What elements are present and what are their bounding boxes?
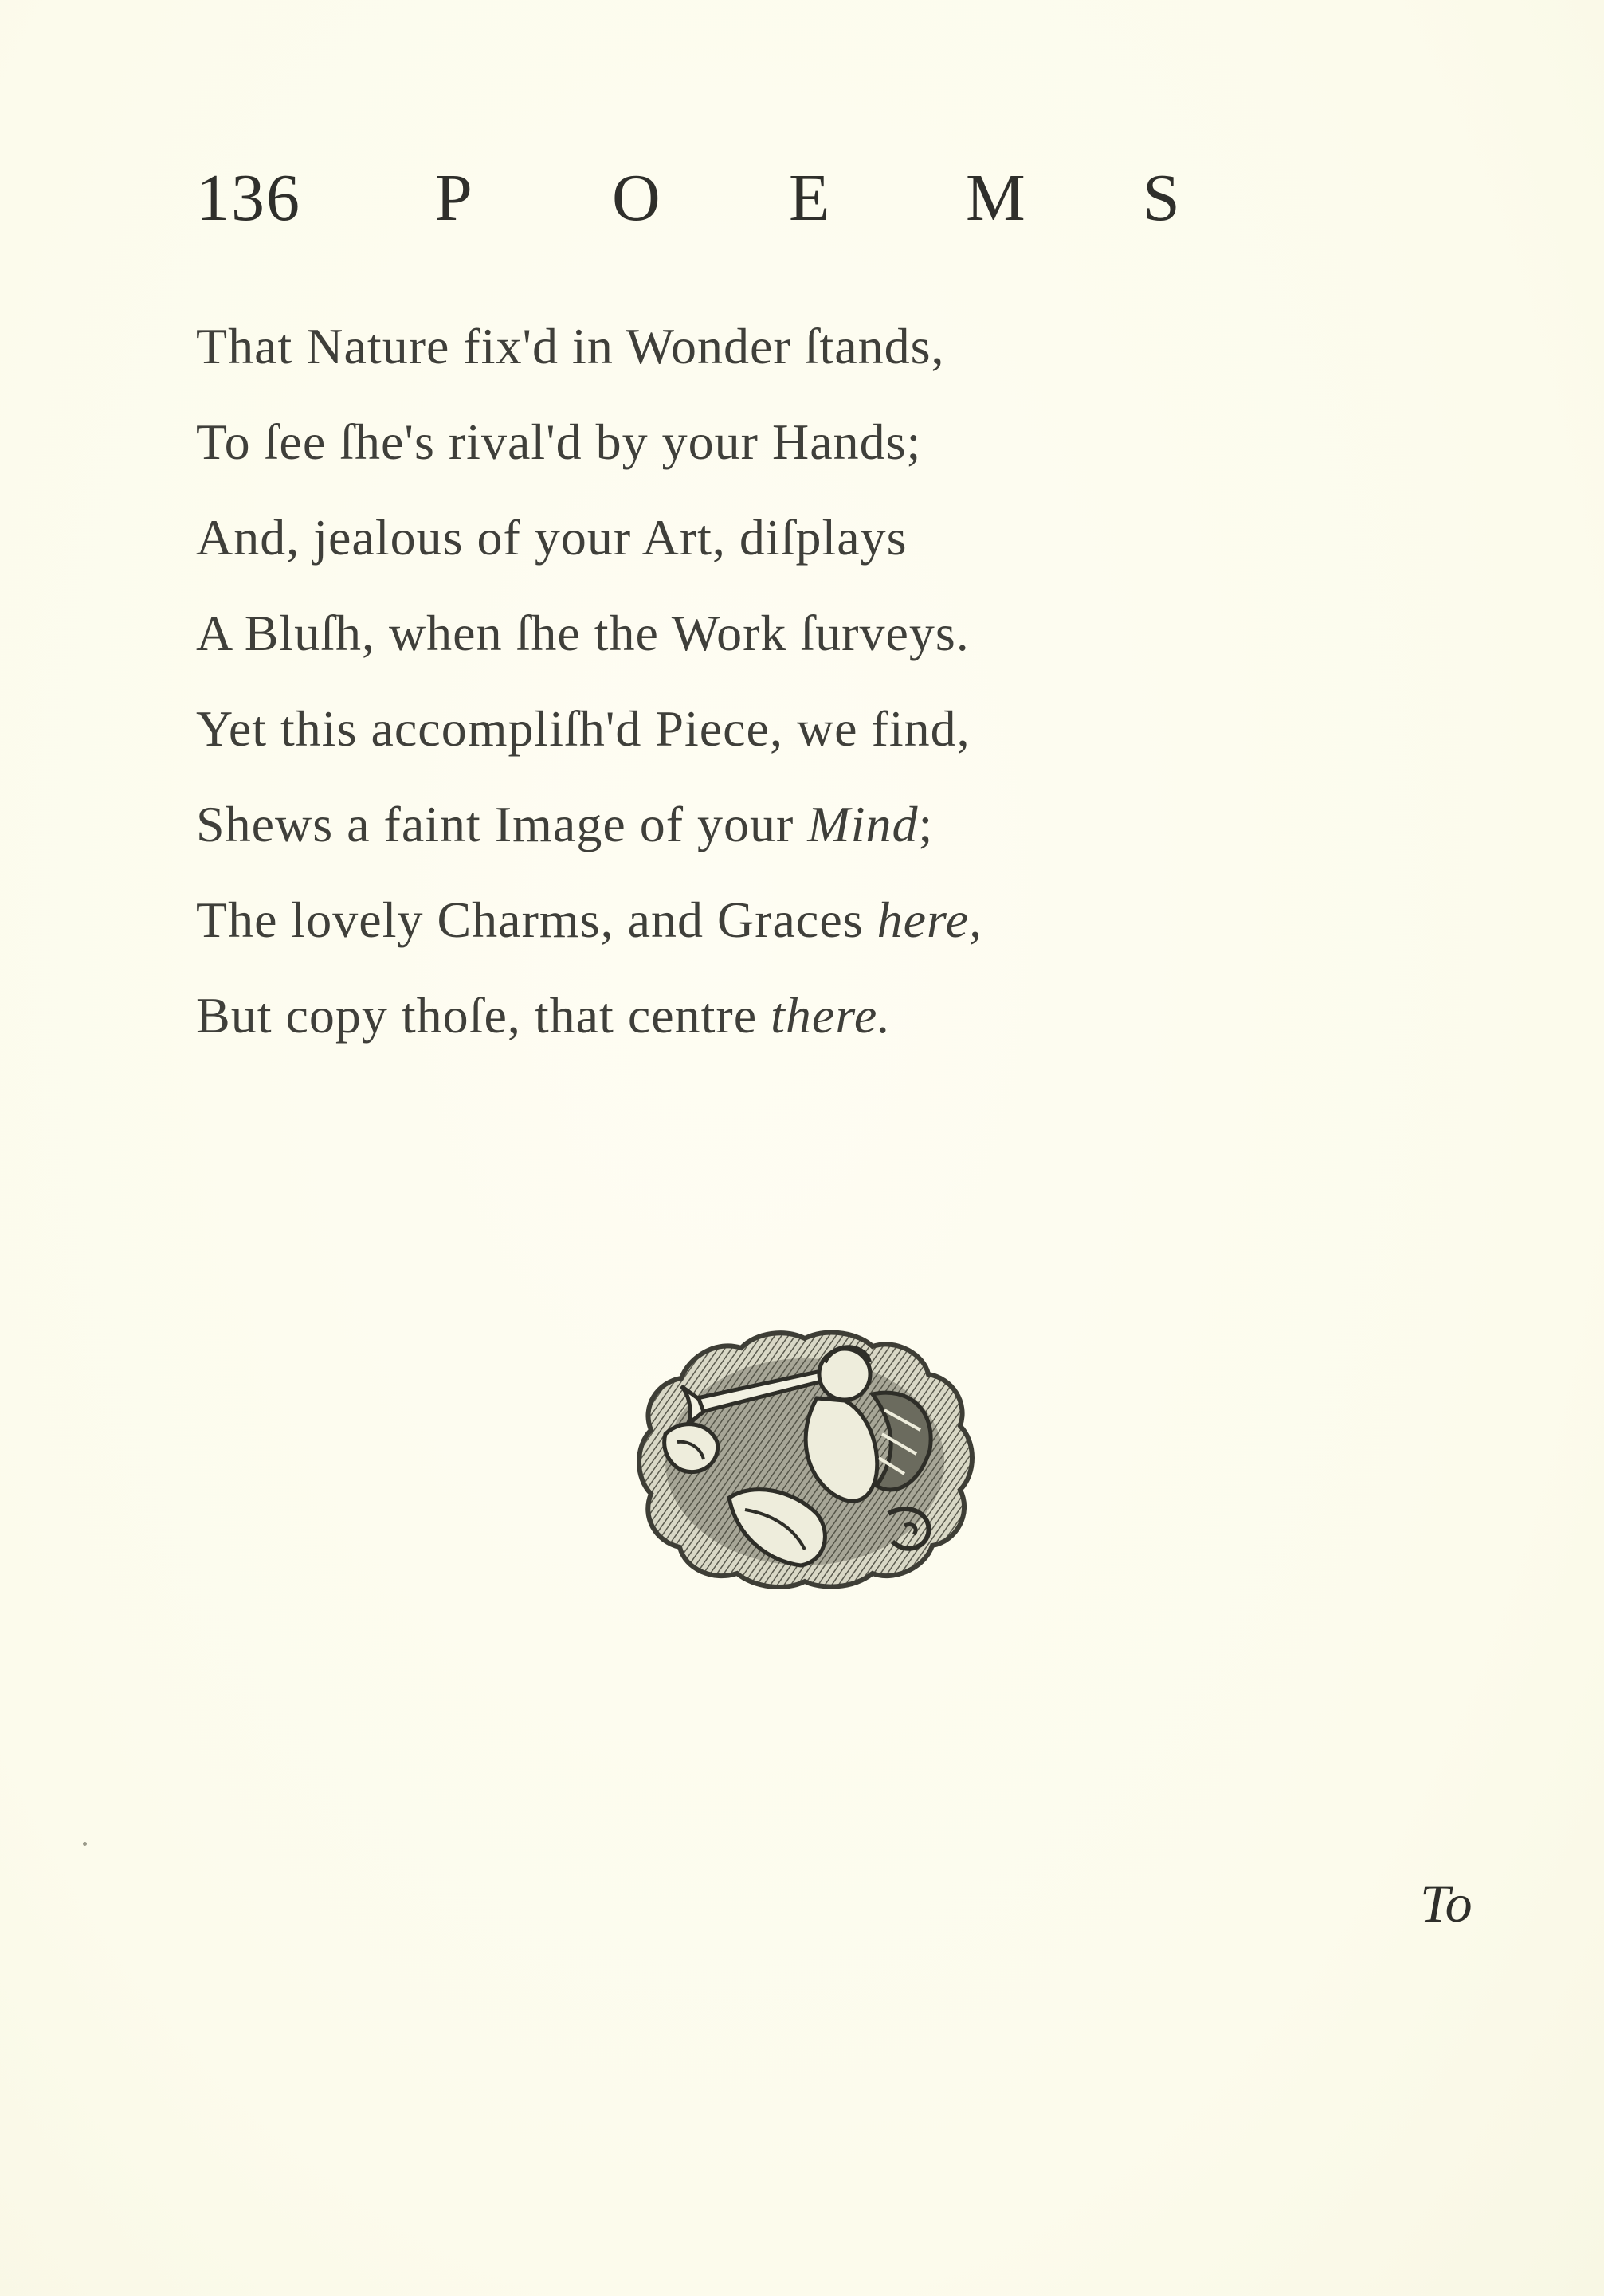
catchword: To <box>1420 1873 1473 1934</box>
running-title-letter: E <box>789 161 830 235</box>
verse-italic-word: there. <box>771 987 892 1044</box>
verse-line <box>196 777 1232 872</box>
verse-text: And, jealous of your Art, diſplays <box>196 509 908 566</box>
verse-text: A Bluſh, when ſhe the Work ſurveys. <box>196 605 970 661</box>
running-title-letter: S <box>1143 161 1180 235</box>
verse-text: The lovely Charms, and Graces <box>196 891 877 948</box>
cherub-trumpet-vignette-icon <box>633 1322 976 1593</box>
verse-punctuation: ; <box>918 796 934 852</box>
running-title-letter: O <box>612 161 661 235</box>
page-header <box>196 159 1208 255</box>
verse-italic-word: here, <box>877 891 982 948</box>
verse-line <box>196 299 1232 394</box>
verse-italic-word: Mind <box>807 796 919 852</box>
running-title <box>435 159 1320 237</box>
verse-line <box>196 394 1232 490</box>
verse-line <box>196 872 1232 968</box>
verse-text: Shews a faint Image of your <box>196 796 808 852</box>
verse-line <box>196 681 1232 777</box>
verse-line <box>196 586 1232 681</box>
running-title-letter: M <box>966 161 1026 235</box>
verse-block <box>196 299 1232 1064</box>
paper-speck <box>83 1842 87 1846</box>
page-number: 136 <box>196 161 301 235</box>
verse-text: That Nature fix'd in Wonder ſtands, <box>196 318 945 374</box>
verse-text: To ſee ſhe's rival'd by your Hands; <box>196 413 922 470</box>
verse-line <box>196 490 1232 586</box>
verse-text: Yet this accompliſh'd Piece, we find, <box>196 700 971 757</box>
running-title-letter: P <box>435 161 473 235</box>
verse-text: But copy thoſe, that centre <box>196 987 771 1044</box>
verse-line <box>196 968 1232 1064</box>
